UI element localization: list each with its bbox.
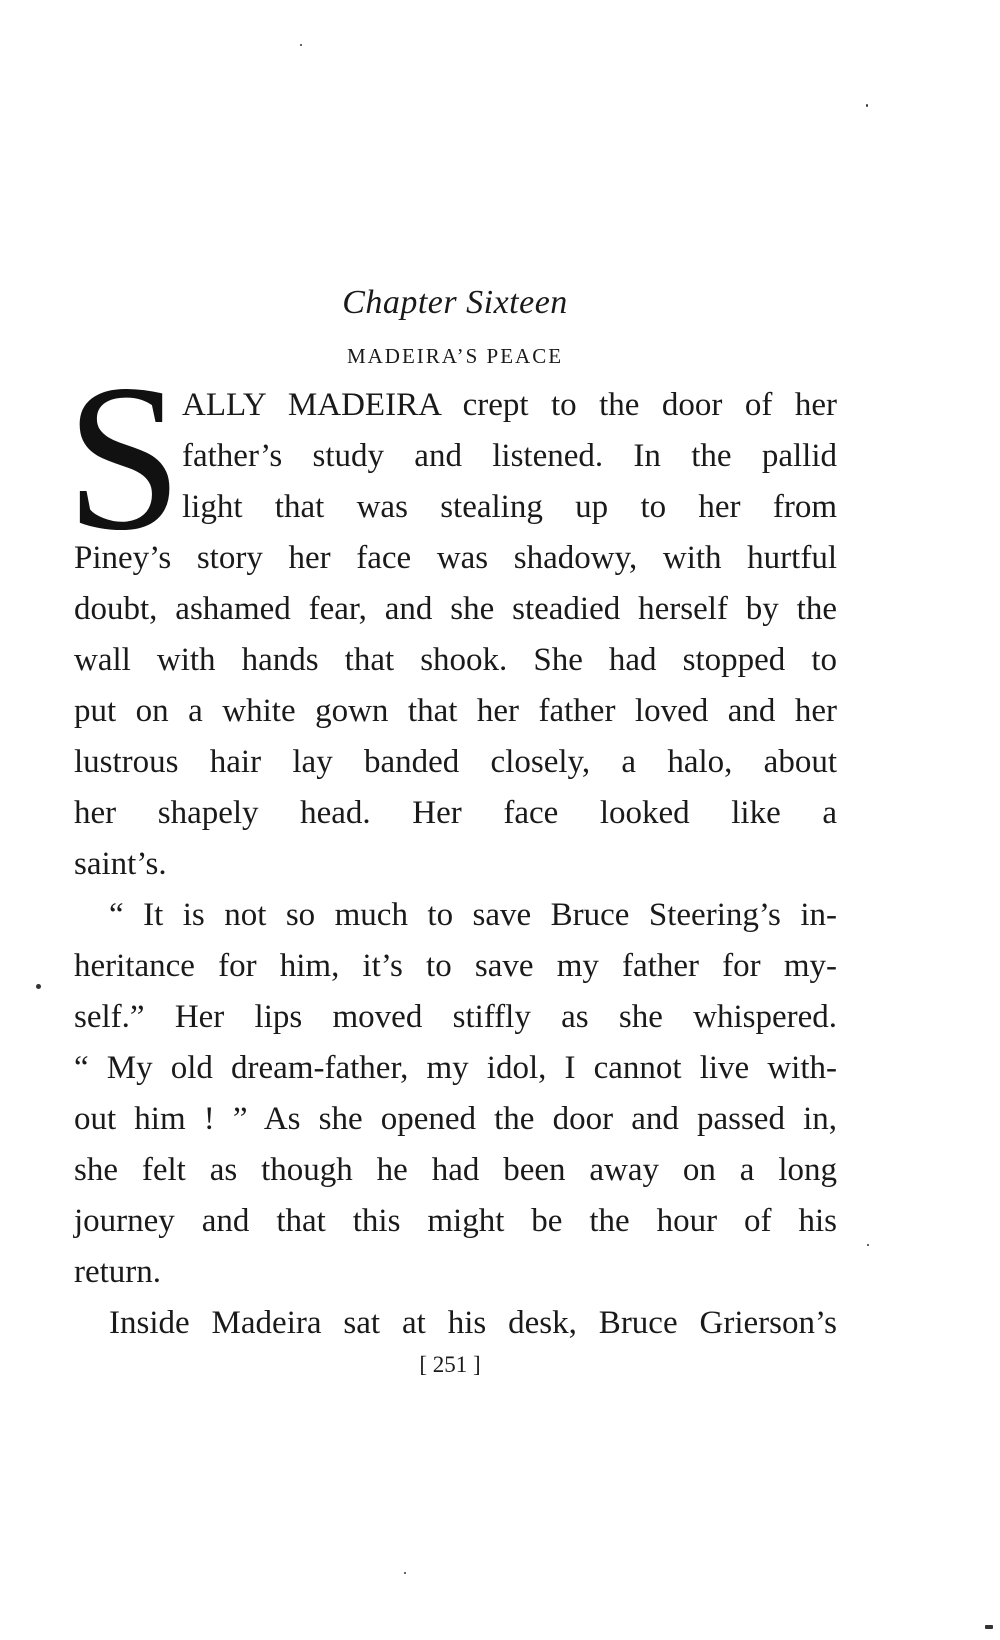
text-line: “ It is not so much to save Bruce Steering’s in- <box>109 897 837 933</box>
text-line: Inside Madeira sat at his desk, Bruce Grierson’s <box>109 1305 837 1341</box>
scan-speck <box>985 1625 993 1629</box>
text-line: ALLY MADEIRA crept to the door of her <box>182 387 837 423</box>
scan-speck <box>36 984 41 989</box>
text-line: wall with hands that shook. She had stopped to <box>74 642 837 678</box>
text-line: out him ! ” As she opened the door and passed in, <box>74 1101 837 1137</box>
scan-speck <box>300 44 302 46</box>
text-line: journey and that this might be the hour of his <box>74 1203 837 1239</box>
text-line: return. <box>74 1254 162 1290</box>
text-line: self.” Her lips moved stiffly as she whispered. <box>74 999 837 1035</box>
body-text <box>74 380 837 1349</box>
scan-speck <box>867 1244 869 1246</box>
scan-speck <box>866 104 868 107</box>
scan-speck <box>404 1572 406 1574</box>
text-line: heritance for him, it’s to save my father for my- <box>74 948 837 984</box>
text-line: her shapely head. Her face looked like a <box>74 795 837 831</box>
text-line: “ My old dream-father, my idol, I cannot live with- <box>74 1050 837 1086</box>
text-line: light that was stealing up to her from <box>182 489 837 525</box>
chapter-subtitle: MADEIRA’S PEACE <box>346 344 564 368</box>
chapter-title: Chapter Sixteen <box>342 284 568 321</box>
text-line: doubt, ashamed fear, and she steadied herself by the <box>74 591 837 627</box>
text-line: she felt as though he had been away on a long <box>74 1152 837 1188</box>
drop-cap-text: S <box>65 342 183 574</box>
text-line: Piney’s story her face was shadowy, with hurtful <box>74 540 837 576</box>
text-line: lustrous hair lay banded closely, a halo, about <box>74 744 837 780</box>
text-line: put on a white gown that her father loved and her <box>74 693 837 729</box>
text-line: saint’s. <box>74 846 167 882</box>
text-line: father’s study and listened. In the pallid <box>182 438 837 474</box>
page-number: [ 251 ] <box>419 1352 481 1377</box>
